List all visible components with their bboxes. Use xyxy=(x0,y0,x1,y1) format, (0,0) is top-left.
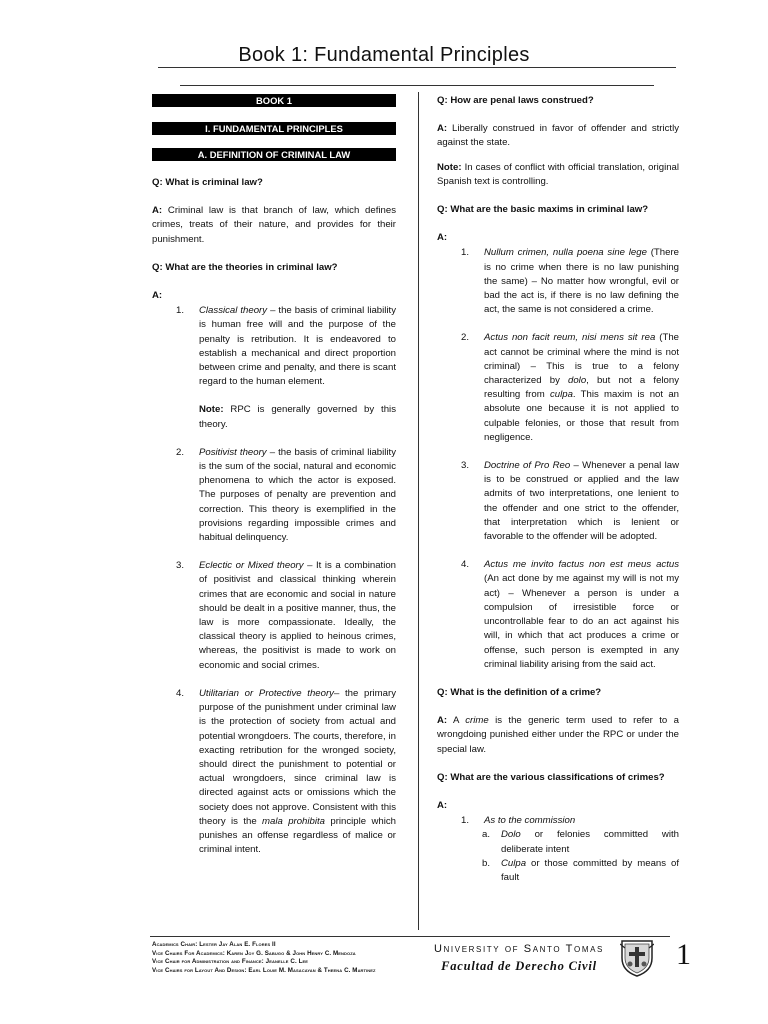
list-item: 3. Doctrine of Pro Reo – Whenever a penal law is to be construed or applied and the law admits of two interpretations, one lenient to the offender and one strict to the offender, that interpretation which is lenient or favorable to the offender will be adopted. xyxy=(461,460,680,543)
list-item: 3. Eclectic or Mixed theory – It is a combination of positivist and classical thinking wherein crimes that are economic and social in nature should be dealt in a positive manner, thus, the law is more compassionate. Ideally, the classical theory is applied to heinous crimes, whereas, the positivist is made to work on economic and social crimes. xyxy=(176,560,396,671)
answer-label: A: xyxy=(437,232,448,244)
sub-list-item: b. Culpa or those committed by means of fault xyxy=(482,857,679,883)
answer-crime-definition: A: A crime is the generic term used to refer to a wrongdoing punished either under the RPC or under the special law. xyxy=(437,715,679,755)
answer-criminal-law: A: Criminal law is that branch of law, which defines crimes, treats of their nature, and provides for their punishment. xyxy=(152,205,396,245)
credit-line: Vice Chair for Administration and Finance: Jeanelle C. Lee xyxy=(152,958,309,966)
faculty-name: Facultad de Derecho Civil xyxy=(441,959,597,973)
sub-list-item: a. Dolo or felonies committed with deliberate intent xyxy=(482,829,679,855)
list-item: 1. As to the commission xyxy=(461,815,576,827)
question-classifications: Q: What are the various classifications of crimes? xyxy=(437,771,665,783)
question-crime-definition: Q: What is the definition of a crime? xyxy=(437,686,602,698)
section-bar-definition: A. DEFINITION OF CRIMINAL LAW xyxy=(152,148,396,161)
list-item: 2. Positivist theory – the basis of criminal liability is the sum of the social, natural and economic phenomena to which the actor is exposed. The purposes of penalty are prevention and correction. This theory is exemplified in the provisions regarding impossible crimes and habitual delinquency. xyxy=(176,446,397,544)
note-translation: Note: In cases of conflict with official translation, original Spanish text is controlling. xyxy=(437,161,679,187)
left-column xyxy=(152,94,396,857)
note-classical: Note: RPC is generally governed by this theory. xyxy=(199,404,396,430)
credit-line: Vice Chairs for Layout And Design: Earl Louie M. Masacayan & Theena C. Martinez xyxy=(152,966,376,974)
list-item: 2. Actus non facit reum, nisi mens sit rea (The act cannot be criminal where the mind is not criminal) – This is true to a felony characterized by dolo, but not a felony resulting from culpa. This maxim is not an absolute one because it is not applied to culpable felonies, or those that result from negligence. xyxy=(461,332,679,443)
question-penal-laws: Q: How are penal laws construed? xyxy=(437,95,594,106)
question-theories: Q: What are the theories in criminal law? xyxy=(152,261,338,273)
section-bar-fundamental-principles: I. FUNDAMENTAL PRINCIPLES xyxy=(152,122,396,135)
ust-seal-icon xyxy=(620,938,654,978)
list-item: 4. Utilitarian or Protective theory– the primary purpose of the punishment under criminal law is the protection of society from actual and potential wrongdoers. The courts, therefore, in exacting retribution for the wronged society, should direct the punishment to potential or actual wrongdoers, since criminal law is directed against acts or omissions which the society does not approve. Consistent with this theory is the mala prohibita principle which punishes an offense regardless of malice or criminal intent. xyxy=(176,687,396,856)
header-subrule xyxy=(180,85,654,86)
list-item: 4. Actus me invito factus non est meus actus (An act done by me against my will is not my act) – Whenever a person is under a compulsion of irresistible force or uncontrollable fear to do an act against his will, in which that act produces a crime or offense, such person is exempted in any criminal liability arising from the said act. xyxy=(461,559,679,670)
footer-rule xyxy=(150,936,670,937)
section-bar-book: BOOK 1 xyxy=(152,94,396,107)
footer-credits xyxy=(152,941,376,975)
list-item: 1. Classical theory – the basis of criminal liability is human free will and the purpose of the penalty is retribution. It is endeavored to establish a mechanical and direct proportion between crime and penalty, and there is scant regard to the human element. xyxy=(176,305,396,388)
page-header-title: Book 1: Fundamental Principles xyxy=(238,44,530,66)
question-maxims: Q: What are the basic maxims in criminal law? xyxy=(437,204,649,216)
answer-label: A: xyxy=(152,290,163,302)
answer-label: A: xyxy=(437,799,448,811)
credit-line: Academics Chair: Lester Jay Alan E. Flores II xyxy=(152,941,276,948)
right-column xyxy=(437,94,679,885)
question-criminal-law: Q: What is criminal law? xyxy=(152,177,263,188)
university-name: University of Santo Tomas xyxy=(434,943,604,955)
column-divider xyxy=(418,92,419,930)
list-item: 1. Nullum crimen, nulla poena sine lege (There is no crime when there is no law punishing the same) – No matter how wrongful, evil or bad the act is, if there is no law defining the act, the same is not considered a crime. xyxy=(461,247,679,316)
page-number: 1 xyxy=(676,938,691,971)
credit-line: Vice Chairs For Academics: Karen Joy G. Sabugo & John Henry C. Mendoza xyxy=(152,949,356,957)
answer-penal-laws: A: Liberally construed in favor of offender and strictly against the state. xyxy=(437,123,679,149)
header-rule xyxy=(158,67,676,68)
